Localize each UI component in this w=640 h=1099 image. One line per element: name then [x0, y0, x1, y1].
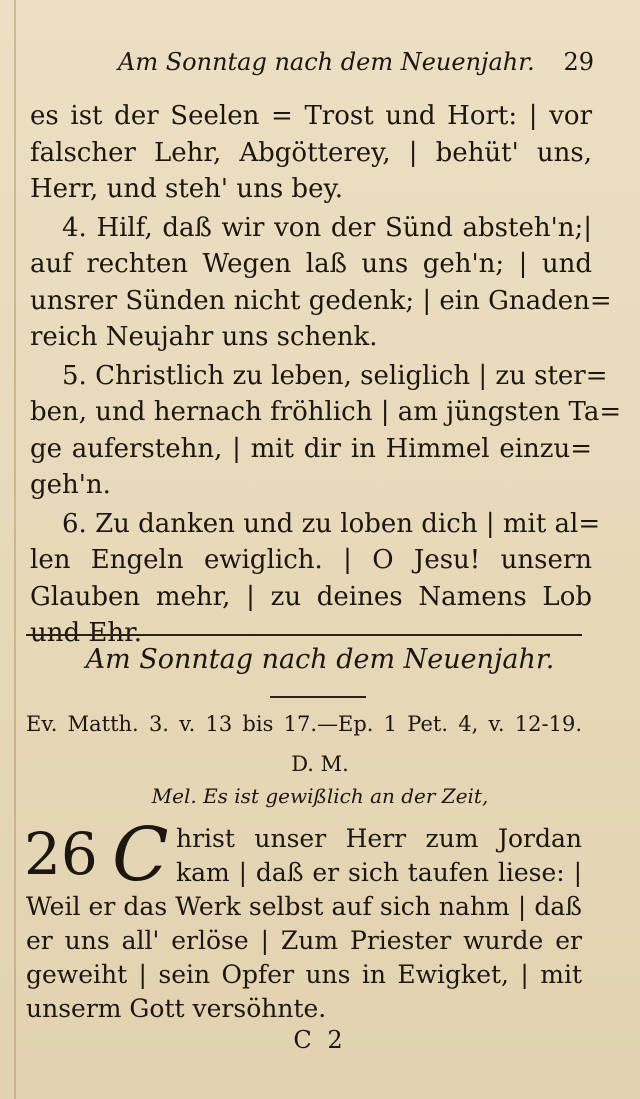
verse-line: geh'n.	[30, 470, 111, 500]
verse-line: Glauben mehr, | zu deines Namens Lob	[30, 581, 592, 612]
section-title: Am Sonntag nach dem Neuenjahr.	[85, 644, 555, 675]
page-number: 29	[563, 48, 594, 76]
hymn-line: geweiht | sein Opfer uns in Ewigket, | mit	[26, 960, 582, 989]
signature-mark: C 2	[293, 1026, 347, 1054]
section-divider	[26, 634, 582, 636]
verse-line: falscher Lehr, Abgötterey, | behüt' uns,	[30, 137, 592, 168]
hymn-number: 26	[24, 820, 98, 888]
verse-line: reich Neujahr uns schenk.	[30, 322, 378, 352]
hymn-line: er uns all' erlöse | Zum Priester wurde er	[26, 926, 582, 955]
verse-line: auf rechten Wegen laß uns geh'n; | und	[30, 249, 592, 279]
meter-mark: D. M.	[291, 752, 349, 776]
running-title: Am Sonntag nach dem Neuenjahr.	[118, 48, 535, 76]
title-underline	[270, 696, 366, 698]
drop-cap: C	[112, 812, 169, 898]
hymn-line: unserm Gott versöhnte.	[26, 994, 327, 1023]
stanza-6	[30, 506, 601, 652]
hymn-line: kam | daß er sich taufen liese: |	[176, 858, 582, 887]
verse-line: es ist der Seelen = Trost und Hort: | vor	[30, 101, 592, 131]
verse-line: 5. Christlich zu leben, seliglich | zu ster=	[62, 360, 608, 391]
stanza-continuation	[30, 98, 592, 208]
hymn-line: Weil er das Werk selbst auf sich nahm | daß	[26, 892, 582, 921]
scripture-reference: Ev. Matth. 3. v. 13 bis 17.—Ep. 1 Pet. 4, v. 12-19.	[26, 712, 582, 736]
hymn-line: hrist unser Herr zum Jordan	[176, 824, 582, 853]
verse-line: und Ehr.	[30, 618, 142, 648]
verse-line: len Engeln ewiglich. | O Jesu! unsern	[30, 545, 592, 575]
verse-line: ge auferstehn, | mit dir in Himmel einzu=	[30, 433, 592, 464]
verse-text	[30, 98, 622, 652]
verse-line: 4. Hilf, daß wir von der Sünd absteh'n;|	[62, 212, 592, 243]
verse-line: unsrer Sünden nicht gedenk; | ein Gnaden=	[30, 285, 612, 316]
verse-line: ben, und hernach fröhlich | am jüngsten Ta=	[30, 397, 622, 427]
verse-line: 6. Zu danken und zu loben dich | mit al=	[62, 508, 601, 539]
page-edge-shadow	[14, 0, 16, 1099]
verse-line: Herr, und steh' uns bey.	[30, 174, 343, 204]
stanza-5	[30, 358, 622, 504]
page-header	[0, 48, 640, 84]
melody-line: Mel. Es ist gewißlich an der Zeit,	[151, 784, 489, 808]
stanza-4	[30, 210, 612, 356]
